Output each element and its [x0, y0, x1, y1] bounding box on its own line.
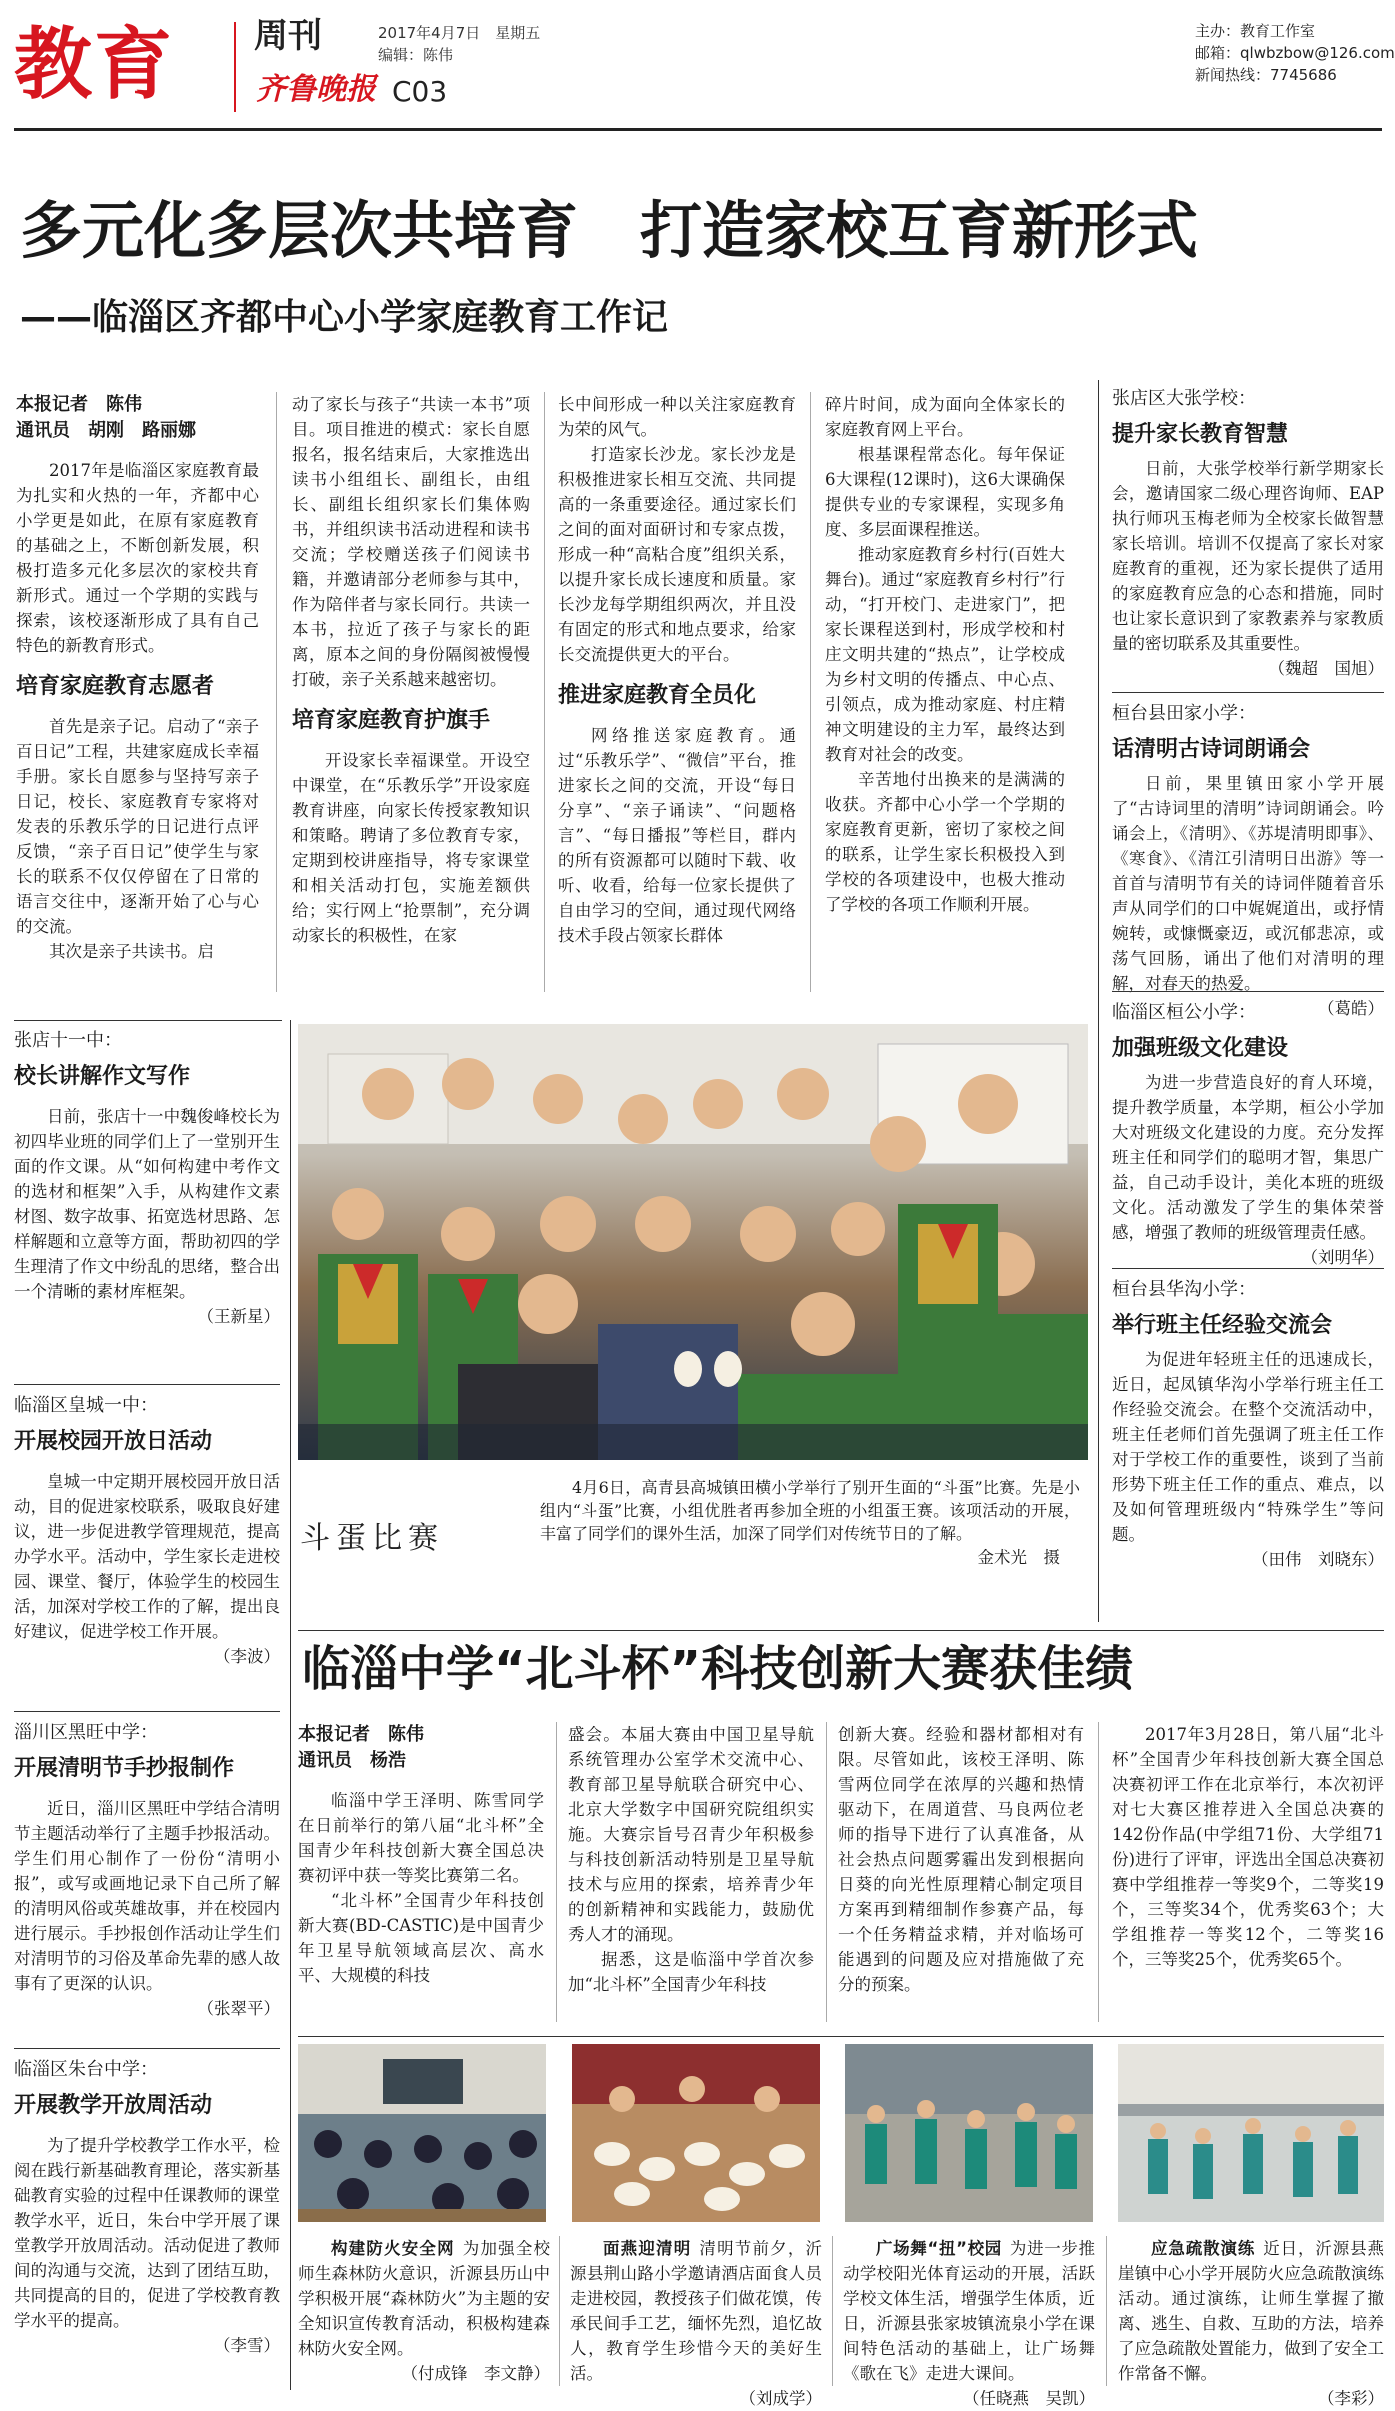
bottom-photo-drill — [1118, 2044, 1384, 2222]
brief-body: 近日，淄川区黑旺中学结合清明节主题活动举行了主题手抄报活动。学生们用心制作了一份份“清明小报”，或写或画地记录下自己所了解的清明风俗或英雄故事，并在校园内进行展示。手抄报创作活动让学生们对清明节的习俗及革命先辈的感人故事有了更深的认识。 — [14, 1799, 280, 1993]
section-rule — [298, 1630, 1384, 1631]
brief-author: （刘明华） — [1301, 1248, 1384, 1267]
email: 邮箱：qlwbzbow@126.com — [1195, 44, 1395, 62]
second-paragraph: 盛会。本届大赛由中国卫星导航系统管理办公室学术交流中心、教育部卫星导航联合研究中心、北京大学数字中国研究院组织实施。大赛宗旨号召青少年积极参与科技创新活动特别是卫星导航技术与应用的探索，培养青少年的创新精神和实践能力，鼓励优秀人才的涌现。 — [568, 1725, 814, 1944]
photo-caption — [540, 1476, 1080, 1570]
brief-author: （葛皓） — [1318, 999, 1384, 1018]
brief-divider — [14, 1384, 280, 1385]
bottom-caption-text — [570, 2236, 822, 2386]
bottom-caption-text — [843, 2236, 1095, 2386]
brief-item — [1112, 1277, 1384, 1577]
second-paragraph: “北斗杯”全国青少年科技创新大赛(BD-CASTIC)是中国青少年卫星导航领域高层次、高水平、大规模的科技 — [298, 1891, 544, 1985]
brief-headline: 举行班主任经验交流会 — [1112, 1313, 1333, 1338]
weekly-label: 周刊 — [254, 16, 322, 56]
column-rule — [826, 1722, 827, 2022]
brief-item — [14, 1028, 280, 1384]
column-rule — [1098, 380, 1099, 1622]
bottom-caption — [298, 2236, 550, 2386]
left-briefs — [14, 1028, 280, 2387]
issue-date: 2017年4月7日 星期五 — [378, 24, 541, 42]
brief-divider — [14, 1711, 280, 1712]
bottom-caption-text — [298, 2236, 550, 2361]
brief-author: （魏超 国旭） — [1268, 659, 1384, 678]
lead-paragraph: 2017年是临淄区家庭教育最为扎实和火热的一年，齐都中心小学更是如此，在原有家庭教育的基础之上，不断创新发展，积极打造多元化多层次的家校共育新形式。通过一个学期的实践与探索，该校逐渐形成了具有自己特色的新教育形式。 — [16, 461, 259, 655]
brief-headline: 提升家长教育智慧 — [1112, 422, 1289, 447]
lead-subheadline: ——临淄区齐都中心小学家庭教育工作记 — [20, 297, 669, 338]
brief-divider — [1112, 1268, 1384, 1269]
lead-paragraph: 打造家长沙龙。家长沙龙是积极推进家长相互交流、共同提高的一条重要途径。通过家长们之间的面对面研讨和专家点拨，形成一种“高粘合度”组织关系，以提升家长成长速度和质量。家长沙龙每学期组织两次，并且没有固定的形式和地点要求，给家长交流提供更大的平台。 — [558, 445, 796, 664]
brief-author: （李雪） — [214, 2336, 280, 2355]
brief-kicker: 淄川区黑旺中学： — [14, 1722, 158, 1743]
lead-subhead: 培育家庭教育护旗手 — [292, 708, 491, 733]
brief-item — [1112, 386, 1384, 692]
lead-paragraph: 动了家长与孩子“共读一本书”项目。项目推进的模式：家长自愿报名，报名结束后，大家推选出读书小组组长、副组长，由组长、副组长组织家长们集体购书，并组织读书活动进程和读书交流；学校赠送孩子们阅读书籍，并邀请部分老师参与其中，作为陪伴者与家长同行。共读一本书，拉近了孩子与家长的距离，原本之间的身份隔阂被慢慢打破，亲子关系越来越密切。 — [292, 395, 530, 689]
second-paragraph: 2017年3月28日，第八届“北斗杯”全国青少年科技创新大赛全国总决赛初评工作在北京举行，本次初评对七大赛区推荐进入全国总决赛的142份作品(中学组71份、大学组71份)进行了评审，评选出全国总决赛初赛中学组推荐一等奖9个，二等奖19个，三等奖34个，优秀奖63个；大学组推荐一等奖12个，二等奖16个，三等奖25个，优秀奖65个。 — [1112, 1725, 1384, 1969]
brief-kicker: 临淄区桓公小学： — [1112, 1002, 1256, 1023]
bottom-photo-classroom — [298, 2044, 546, 2222]
second-col-4 — [1112, 1722, 1384, 1972]
bottom-caption — [843, 2236, 1095, 2411]
lead-paragraph: 辛苦地付出换来的是满满的收获。齐都中心小学一个学期的家庭教育更新，密切了家校之间的联系，让学生家长积极投入到学校的各项建设中，也极大推动了学校的各项工作顺利开展。 — [825, 770, 1065, 914]
brief-body: 日前，大张学校举行新学期家长会，邀请国家二级心理咨询师、EAP执行师巩玉梅老师为全校家长做智慧家长培训。培训不仅提高了家长对家庭教育的重视，还为家长提供了适用的家庭教育应急的心态和措施，同时也让家长意识到了家教素养与家教质量的密切联系及其重要性。 — [1112, 459, 1384, 653]
brief-item — [14, 1393, 280, 1711]
bottom-caption-body: 近日，沂源县燕崖镇中心小学开展防火应急疏散演练活动。通过演练，让师生掌握了撤离、逃生、自救、互助的方法，培养了应急疏散处置能力，做到了安全工作常备不懈。 — [1118, 2239, 1384, 2383]
brief-item — [1112, 1000, 1384, 1268]
bottom-photo-buns — [572, 2044, 820, 2222]
brief-author: （王新星） — [197, 1307, 280, 1326]
second-byline-reporter: 本报记者 陈伟 — [298, 1724, 424, 1745]
bottom-caption-body: 为加强全校师生森林防火意识，沂源县历山中学积极开展“森林防火”为主题的安全知识宣传教育活动，积极构建森林防火安全网。 — [298, 2239, 551, 2358]
lead-col-1 — [16, 392, 259, 964]
brief-headline: 开展教学开放周活动 — [14, 2093, 213, 2118]
photo-credit: 金术光 摄 — [977, 1548, 1060, 1567]
lead-paragraph: 其次是亲子共读书。启 — [49, 942, 214, 961]
main-photo — [298, 1024, 1088, 1460]
brief-kicker: 张店十一中： — [14, 1030, 122, 1051]
hotline: 新闻热线：7745686 — [1195, 66, 1337, 84]
column-rule — [832, 2236, 833, 2386]
lead-byline-correspondent: 通讯员 胡刚 路丽娜 — [16, 420, 196, 441]
brief-divider — [1112, 692, 1384, 693]
brief-body: 为促进年轻班主任的迅速成长，近日，起凤镇华沟小学举行班主任工作经验交流会。在整个交流活动中，班主任老师们首先强调了班主任工作对于学校工作的重要性，谈到了当前形势下班主任工作的重点、难点，以及如何管理班级内“特殊学生”等问题。 — [1112, 1350, 1384, 1544]
photo-caption-text: 4月6日，高青县高城镇田横小学举行了别开生面的“斗蛋”比赛。先是小组内“斗蛋”比赛，小组优胜者再参加全班的小组蛋王赛。该项活动的开展，丰富了同学们的课外生活，加深了同学们对传统节日的了解。 — [540, 1478, 1080, 1543]
brief-kicker: 临淄区皇城一中： — [14, 1395, 158, 1416]
column-rule — [1106, 2236, 1107, 2386]
bottom-caption-body: 清明节前夕，沂源县荆山路小学邀请酒店面食人员走进校园，教授孩子们做花馍，传承民间手工艺，缅怀先烈，追忆故人，教育学生珍惜今天的美好生活。 — [570, 2239, 823, 2383]
lead-paragraph: 首先是亲子记。启动了“亲子百日记”工程，共建家庭成长幸福手册。家长自愿参与坚持写亲子日记，校长、家庭教育专家将对发表的乐教乐学的日记进行点评反馈，“亲子百日记”使学生与家长的联系不仅仅停留在了日常的语言交往中，逐渐开始了心与心的交流。 — [16, 717, 259, 936]
brief-item — [14, 1720, 280, 2048]
brief-author: （李波） — [214, 1647, 280, 1666]
brief-kicker: 桓台县田家小学： — [1112, 703, 1256, 724]
bottom-caption-body: 为进一步推动学校阳光体育运动的开展，活跃学校文体生活，增强学生体质，近日，沂源县张家坡镇流泉小学在课间特色活动的基础上，让广场舞《歌在飞》走进大课间。 — [843, 2239, 1095, 2383]
newspaper-logo: 齐鲁晚报 — [256, 72, 376, 107]
brief-divider — [14, 2048, 280, 2049]
bottom-caption-head: 构建防火安全网 — [331, 2239, 455, 2258]
section-rule — [298, 2036, 1384, 2037]
bottom-caption — [570, 2236, 822, 2411]
column-rule — [544, 392, 545, 992]
lead-col-3 — [558, 392, 796, 948]
second-byline-correspondent: 通讯员 杨浩 — [298, 1750, 406, 1771]
brief-headline: 开展清明节手抄报制作 — [14, 1756, 235, 1781]
bottom-caption-author: （李彩） — [1318, 2389, 1384, 2408]
brief-headline: 开展校园开放日活动 — [14, 1429, 213, 1454]
lead-paragraph: 根基课程常态化。每年保证6大课程(12课时)，这6大课确保提供专业的专家课程，实现多角度、多层面课程推送。 — [825, 445, 1065, 539]
masthead-rule — [14, 128, 1382, 131]
bottom-caption — [1118, 2236, 1384, 2411]
second-paragraph: 创新大赛。经验和器材都相对有限。尽管如此，该校王泽明、陈雪两位同学在浓厚的兴趣和热情驱动下，在周道营、马良两位老师的指导下进行了认真准备，从社会热点问题雾霾出发到根据向日葵的向光性原理精心制定项目方案再到精细制作参赛产品，每一个任务精益求精，并对临场可能遇到的问题及应对措施做了充分的预案。 — [838, 1725, 1084, 1994]
bottom-caption-head: 应急疏散演练 — [1151, 2239, 1256, 2258]
bottom-caption-author: （付成锋 李文静） — [401, 2364, 550, 2383]
section-rule — [14, 1020, 282, 1021]
second-paragraph: 据悉，这是临淄中学首次参加“北斗杯”全国青少年科技 — [568, 1950, 814, 1994]
brief-body: 皇城一中定期开展校园开放日活动，目的促进家校联系，吸取良好建议，进一步促进教学管理规范，提高办学水平。活动中，学生家长走进校园、课堂、餐厅，体验学生的校园生活，加深对学校工作的了解，提出良好建议，促进学校工作开展。 — [14, 1472, 280, 1641]
column-rule — [290, 1020, 291, 2390]
section-title: 教育 — [14, 20, 175, 110]
lead-paragraph: 开设家长幸福课堂。开设空中课堂，在“乐教乐学”开设家庭教育讲座，向家长传授家教知识和策略。聘请了多位教育专家，定期到校讲座指导，将专家课堂和相关活动打包，实施差额供给；实行网上“抢票制”，充分调动家长的积极性，在家 — [292, 751, 530, 945]
second-paragraph: 临淄中学王泽明、陈雪同学在日前举行的第八届“北斗杯”全国青少年科技创新大赛全国总决赛初评中获一等奖比赛第二名。 — [298, 1791, 544, 1885]
column-rule — [276, 392, 277, 992]
page-number: C03 — [392, 75, 448, 108]
column-rule — [810, 392, 811, 992]
lead-subhead: 推进家庭教育全员化 — [558, 683, 757, 708]
masthead-divider — [234, 22, 236, 112]
brief-body: 日前，果里镇田家小学开展了“古诗词里的清明”诗词朗诵会。吟诵会上，《清明》、《苏堤清明即事》、《寒食》、《清江引清明日出游》等一首首与清明节有关的诗词伴随着音乐声从同学们的口中娓娓道出，或抒情婉转，或慷慨豪迈，或沉郁悲凉，或荡气回肠，诵出了他们对清明的理解，对春天的热爱。 — [1112, 774, 1384, 993]
brief-headline: 校长讲解作文写作 — [14, 1064, 191, 1089]
bottom-caption-author: （刘成学） — [739, 2389, 822, 2408]
page-editor: 编辑：陈伟 — [378, 46, 454, 64]
lead-col-2 — [292, 392, 530, 948]
lead-paragraph: 网络推送家庭教育。通过“乐教乐学”、“微信”平台，推进家长之间的交流，开设“每日分享”、“亲子诵读”、“问题格言”、“每日播报”等栏目，群内的所有资源都可以随时下载、收听、收看，给每一位家长提供了自由学习的空间，通过现代网络技术手段占领家长群体 — [558, 726, 796, 945]
brief-headline: 加强班级文化建设 — [1112, 1036, 1289, 1061]
brief-body: 日前，张店十一中魏俊峰校长为初四毕业班的同学们上了一堂别开生面的作文课。从“如何构建中考作文的选材和框架”入手，从构建作文素材图、数字故事、拓宽选材思路、怎样解题和立意等方面，帮助初四的学生理清了作文中纷乱的思绪，整合出一个清晰的素材库框架。 — [14, 1107, 280, 1301]
sponsor: 主办：教育工作室 — [1195, 22, 1316, 40]
brief-body: 为进一步营造良好的育人环境，提升教学质量，本学期，桓公小学加大对班级文化建设的力度。充分发挥班主任和同学们的聪明才智，集思广益，自己动手设计，美化本班的班级文化。活动激发了学生的集体荣誉感，增强了教师的班级管理责任感。 — [1112, 1073, 1384, 1242]
lead-byline-reporter: 本报记者 陈伟 — [16, 394, 142, 415]
bottom-caption-head: 广场舞“扭”校园 — [876, 2239, 1002, 2258]
brief-author: （田伟 刘晓东） — [1252, 1550, 1384, 1569]
column-rule — [556, 1722, 557, 2022]
second-col-1 — [298, 1722, 544, 1988]
bottom-photo-dance — [845, 2044, 1093, 2222]
lead-col-4 — [825, 392, 1065, 917]
bottom-caption-head: 面燕迎清明 — [603, 2239, 692, 2258]
lead-paragraph: 长中间形成一种以关注家庭教育为荣的风气。 — [558, 395, 796, 439]
photo-illustration — [298, 1024, 1088, 1460]
brief-kicker: 张店区大张学校： — [1112, 388, 1256, 409]
bottom-caption-author: （任晓燕 吴凯） — [963, 2389, 1095, 2408]
lead-paragraph: 推动家庭教育乡村行(百姓大舞台)。通过“家庭教育乡村行”行动，“打开校门、走进家门”，把家长课程送到村，形成学校和村庄文明共建的“热点”，让学校成为乡村文明的传播点、中心点、引领点，成为推动家庭、村庄精神文明建设的主力军，最终达到教育对社会的改变。 — [825, 545, 1065, 764]
second-headline: 临淄中学“北斗杯”科技创新大赛获佳绩 — [302, 1641, 1134, 1697]
brief-item — [14, 2057, 280, 2387]
brief-headline: 话清明古诗词朗诵会 — [1112, 737, 1311, 762]
second-col-3 — [838, 1722, 1084, 1997]
brief-kicker: 临淄区朱台中学： — [14, 2059, 158, 2080]
right-briefs — [1112, 386, 1384, 1577]
brief-divider — [1112, 991, 1384, 992]
photo-overlay-title: 斗蛋比赛 — [300, 1521, 444, 1556]
lead-paragraph: 碎片时间，成为面向全体家长的家庭教育网上平台。 — [825, 395, 1065, 439]
brief-author: （张翠平） — [197, 1999, 280, 2018]
lead-subhead: 培育家庭教育志愿者 — [16, 674, 215, 699]
masthead — [0, 0, 1395, 135]
brief-body: 为了提升学校教学工作水平，检阅在践行新基础教育理论，落实新基础教育实验的过程中任课教师的课堂教学水平，近日，朱台中学开展了课堂教学开放周活动。活动促进了教师间的沟通与交流，达到了团结互助，共同提高的目的，促进了学校教育教学水平的提高。 — [14, 2136, 280, 2330]
column-rule — [1098, 1722, 1099, 2022]
brief-kicker: 桓台县华沟小学： — [1112, 1279, 1256, 1300]
second-col-2 — [568, 1722, 814, 1997]
bottom-caption-text — [1118, 2236, 1384, 2386]
lead-headline: 多元化多层次共培育 打造家校互育新形式 — [20, 194, 1199, 267]
column-rule — [559, 2236, 560, 2386]
